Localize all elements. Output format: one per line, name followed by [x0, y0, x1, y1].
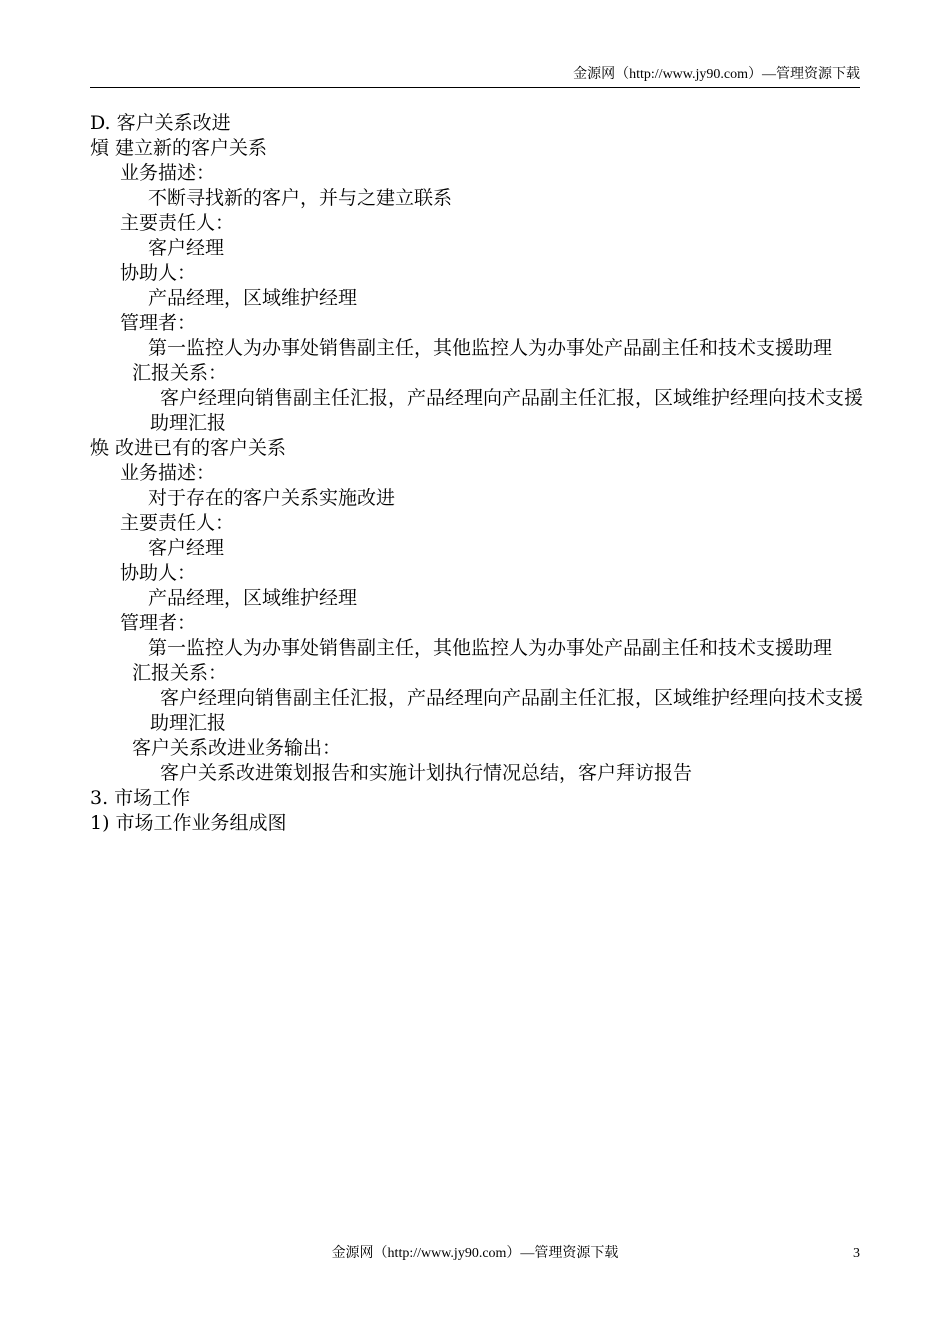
item2-manager: 第一监控人为办事处销售副主任，其他监控人为办事处产品副主任和技术支援助理	[148, 637, 833, 659]
section-heading-3: 3. 市场工作	[90, 787, 191, 809]
item2-assist: 产品经理，区域维护经理	[148, 587, 358, 609]
item2-owner: 客户经理	[148, 537, 225, 559]
item1-report: 客户经理向销售副主任汇报，产品经理向产品副主任汇报，区域维护经理向技术支援助理汇报	[150, 387, 864, 434]
item1-manager: 第一监控人为办事处销售副主任，其他监控人为办事处产品副主任和技术支援助理	[148, 337, 833, 359]
section-heading-3-1: 1) 市场工作业务组成图	[90, 812, 287, 834]
item1-owner: 客户经理	[148, 237, 225, 259]
item2-desc: 对于存在的客户关系实施改进	[148, 487, 396, 509]
item2-report: 客户经理向销售副主任汇报，产品经理向产品副主任汇报，区域维护经理向技术支援助理汇报	[150, 687, 864, 734]
item1-desc-label: 业务描述：	[120, 162, 216, 184]
page-number: 3	[853, 1246, 860, 1261]
page-header: 金源网（http://www.jy90.com）—管理资源下载	[573, 67, 860, 82]
item1-owner-label: 主要责任人：	[120, 212, 235, 234]
item1-report-label: 汇报关系：	[132, 362, 228, 384]
document-body	[90, 111, 865, 836]
section-heading-d: D. 客户关系改进	[90, 112, 231, 134]
item2-output: 客户关系改进策划报告和实施计划执行情况总结，客户拜访报告	[160, 762, 693, 784]
item2-owner-label: 主要责任人：	[120, 512, 235, 534]
item1-assist: 产品经理，区域维护经理	[148, 287, 358, 309]
item2-report-label: 汇报关系：	[132, 662, 228, 684]
item1-manager-label: 管理者：	[120, 312, 197, 334]
item2-output-label: 客户关系改进业务输出：	[132, 737, 342, 759]
page-footer	[90, 1245, 860, 1263]
footer-text: 金源网（http://www.jy90.com）—管理资源下载	[331, 1246, 619, 1261]
header-rule	[90, 87, 860, 88]
item2-desc-label: 业务描述：	[120, 462, 216, 484]
item1-assist-label: 协助人：	[120, 262, 197, 284]
item1-title: 熕 建立新的客户关系	[90, 137, 268, 159]
item2-manager-label: 管理者：	[120, 612, 197, 634]
item2-assist-label: 协助人：	[120, 562, 197, 584]
item2-title: 焕 改进已有的客户关系	[90, 437, 287, 459]
item1-desc: 不断寻找新的客户，并与之建立联系	[148, 187, 453, 209]
